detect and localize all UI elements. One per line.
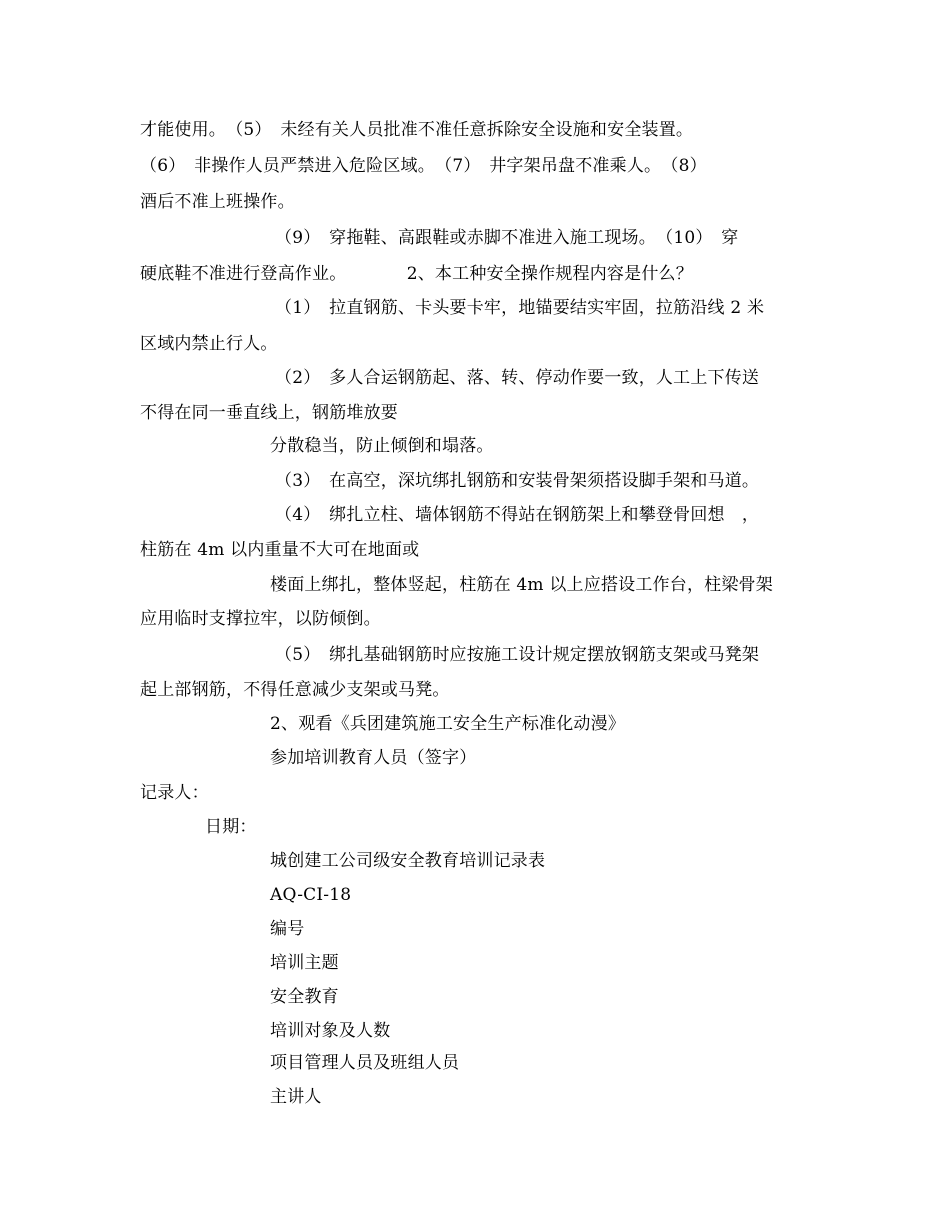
text-line: 主讲人 xyxy=(270,1087,322,1107)
text-line: 培训主题 xyxy=(270,953,339,973)
text-line: 楼面上绑扎，整体竖起，柱筋在 4m 以上应搭设工作台，柱梁骨架 xyxy=(270,575,773,595)
text-line: 城创建工公司级安全教育培训记录表 xyxy=(270,851,546,871)
text-line: （9） 穿拖鞋、高跟鞋或赤脚不准进入施工现场。 （10） 穿 xyxy=(275,228,739,248)
text-line: 柱筋在 4m 以内重量不大可在地面或 xyxy=(140,540,420,560)
text-line: AQ-CI-18 xyxy=(270,885,352,905)
text-line: （5） 绑扎基础钢筋时应按施工设计规定摆放钢筋支架或马凳架 xyxy=(275,645,760,665)
text-line: 参加培训教育人员（签字） xyxy=(270,748,477,768)
text-line: 2、观看《兵团建筑施工安全生产标准化动漫》 xyxy=(270,714,626,734)
text-line: （1） 拉直钢筋、卡头要卡牢，地锚要结实牢固，拉筋沿线 2 米 xyxy=(275,298,765,318)
text-line: 安全教育 xyxy=(270,987,339,1007)
text-line: 编号 xyxy=(270,919,305,939)
text-line: （3） 在高空，深坑绑扎钢筋和安装骨架须搭设脚手架和马道。 xyxy=(275,471,760,491)
text-line: 日期： xyxy=(205,817,257,837)
text-line: 记录人： xyxy=(140,783,209,803)
text-line: 分散稳当，防止倾倒和塌落。 xyxy=(270,436,494,456)
text-line: （4） 绑扎立柱、墙体钢筋不得站在钢筋架上和攀登骨回想 ， xyxy=(275,505,760,525)
text-line: （2） 多人合运钢筋起、落、转、停动作要一致，人工上下传送 xyxy=(275,368,760,388)
text-line: 应用临时支撑拉牢，以防倾倒。 xyxy=(140,609,381,629)
text-line: 项目管理人员及班组人员 xyxy=(270,1053,460,1073)
text-line: 酒后不准上班操作。 xyxy=(140,192,295,212)
text-line: （6） 非操作人员严禁进入危险区域。 （7） 井字架吊盘不准乘人。 （8） xyxy=(140,156,707,176)
text-line: 不得在同一垂直线上，钢筋堆放要 xyxy=(140,403,398,423)
text-line: 硬底鞋不准进行登高作业。 2、本工种安全操作规程内容是什么？ xyxy=(140,264,693,284)
text-line: 区域内禁止行人。 xyxy=(140,334,278,354)
text-line: 起上部钢筋，不得任意减少支架或马凳。 xyxy=(140,680,450,700)
text-line: 培训对象及人数 xyxy=(270,1021,391,1041)
text-line: 才能使用。 （5） 未经有关人员批准不准任意拆除安全设施和安全装置。 xyxy=(140,120,694,140)
